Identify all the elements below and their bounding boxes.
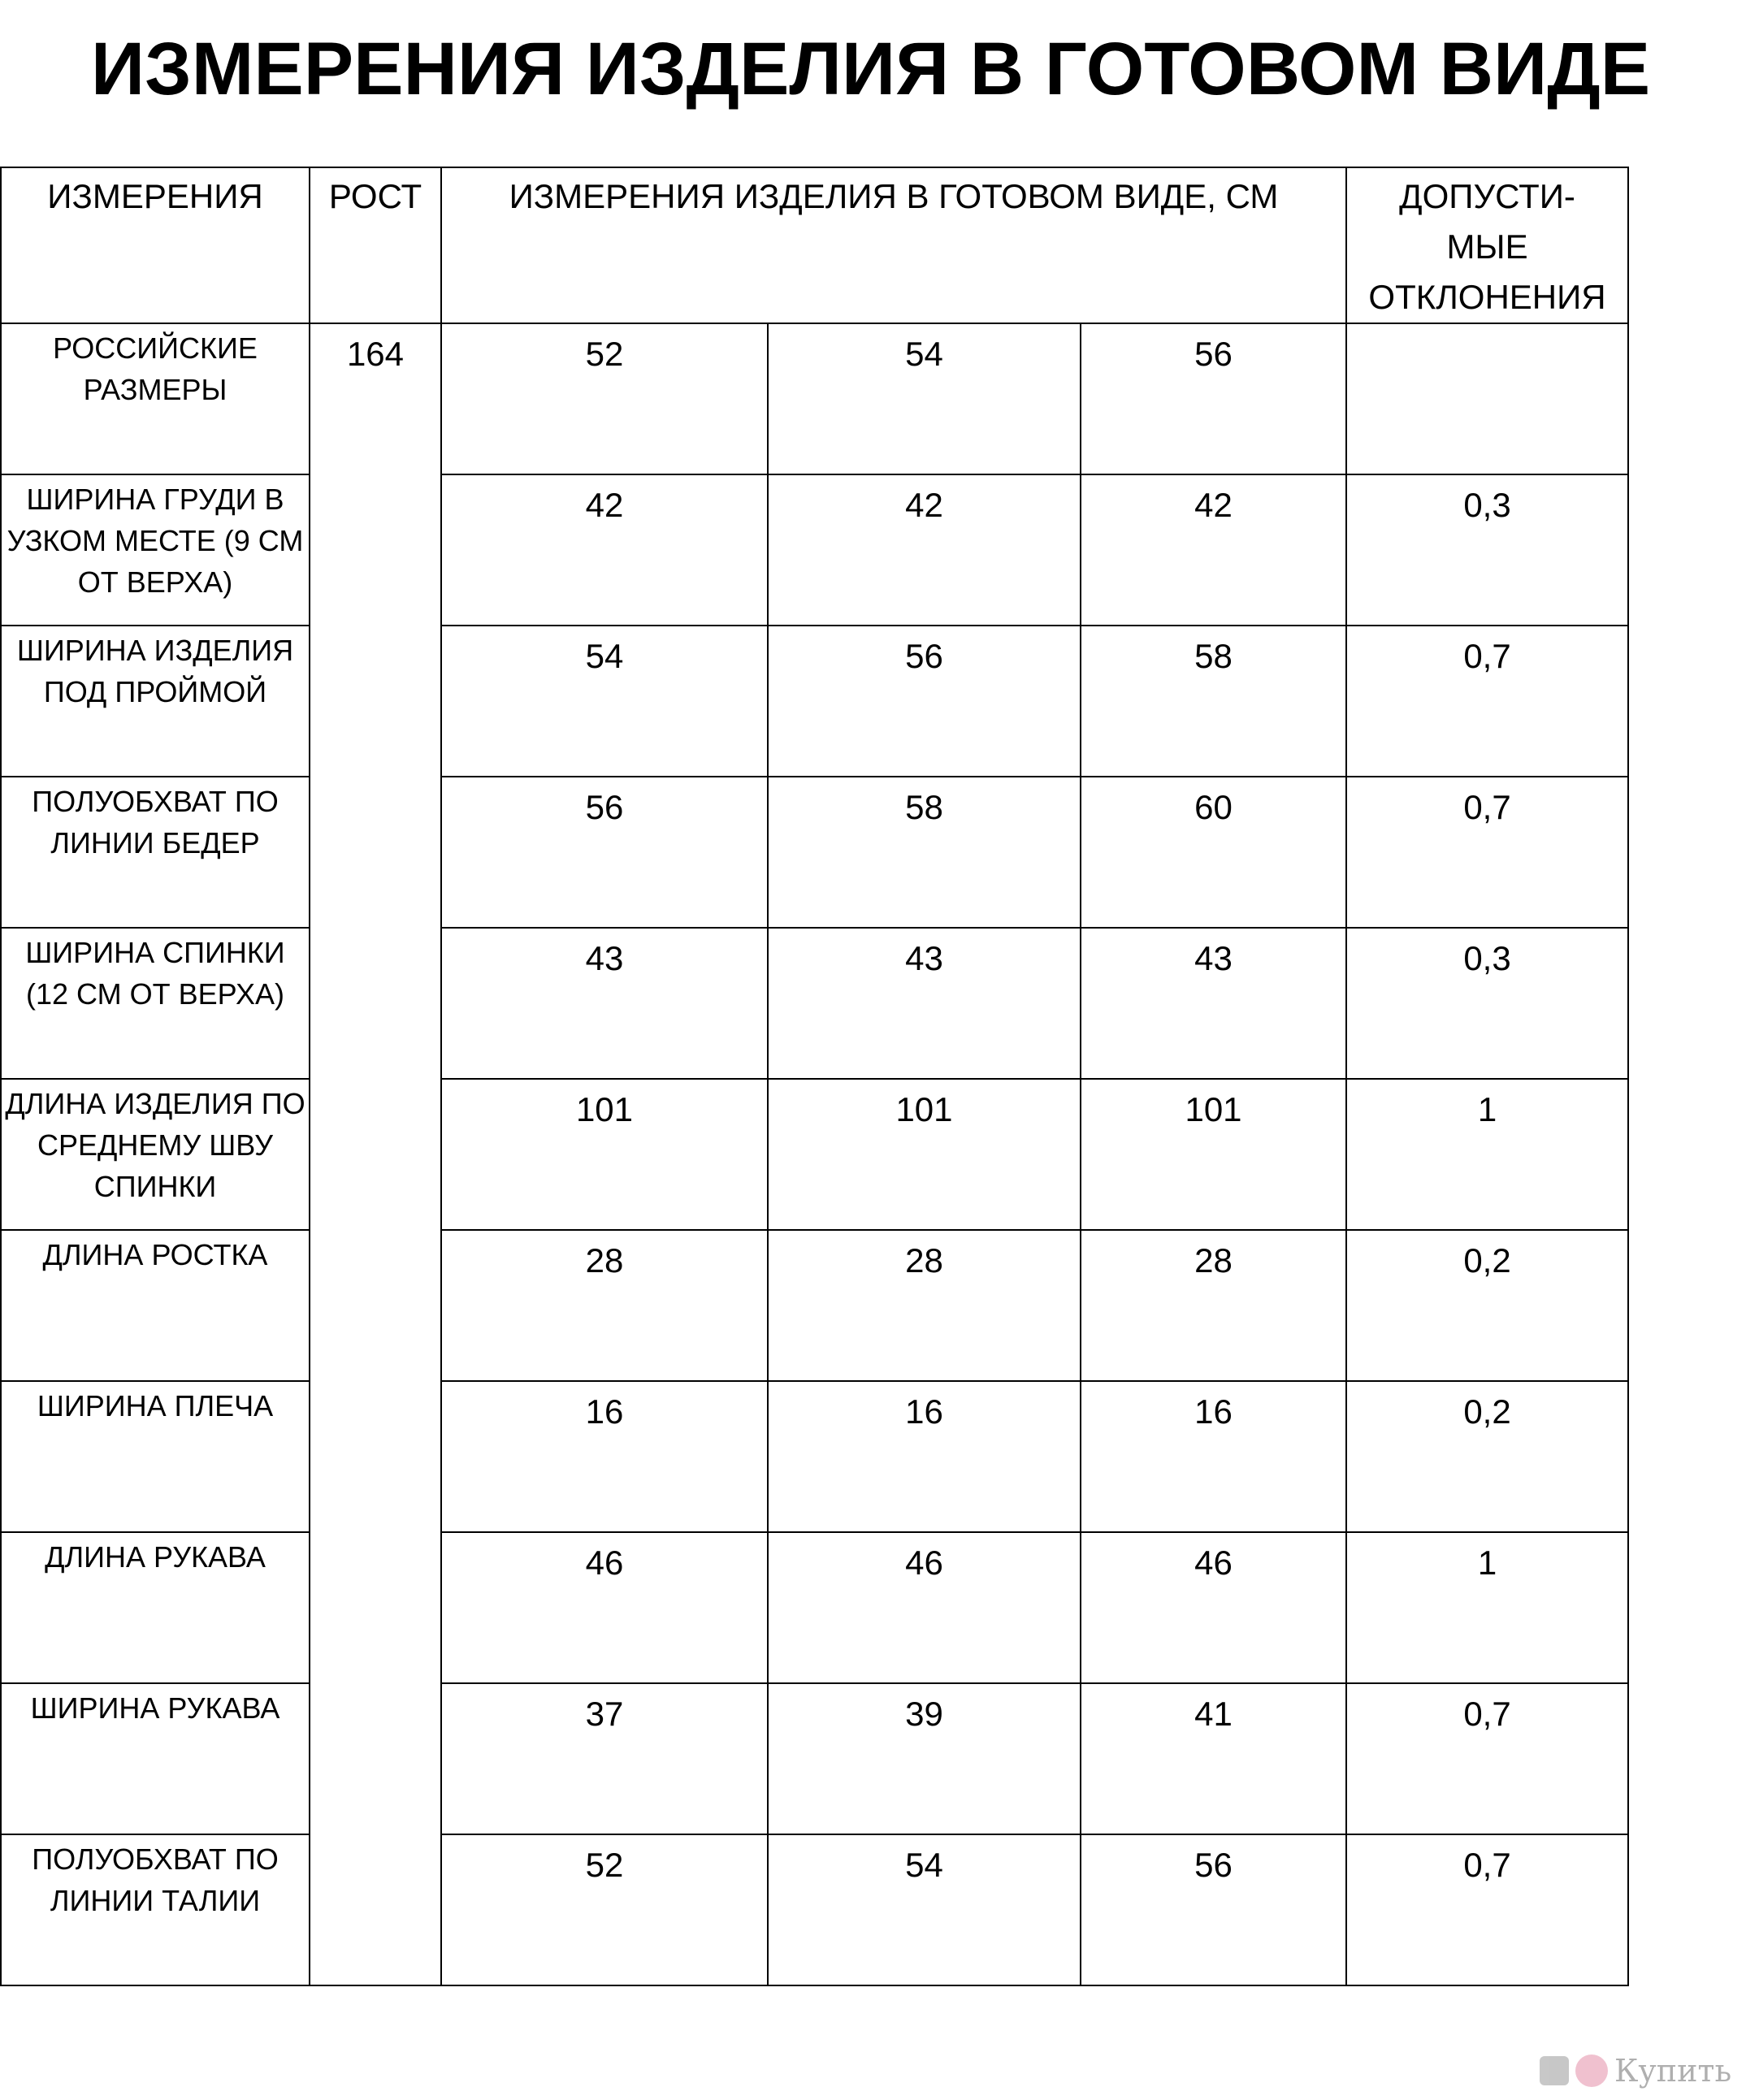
row-label: ДЛИНА РУКАВА — [1, 1532, 310, 1683]
size-value: 28 — [1081, 1230, 1346, 1381]
row-label: ШИРИНА ИЗДЕЛИЯ ПОД ПРОЙМОЙ — [1, 626, 310, 777]
tolerance-value: 0,7 — [1346, 777, 1628, 928]
tolerance-value: 0,3 — [1346, 928, 1628, 1079]
size-value: 46 — [1081, 1532, 1346, 1683]
header-finished-measurements: ИЗМЕРЕНИЯ ИЗДЕЛИЯ В ГОТОВОМ ВИДЕ, СМ — [441, 167, 1346, 323]
row-label: ПОЛУОБХВАТ ПО ЛИНИИ БЕДЕР — [1, 777, 310, 928]
page-title: ИЗМЕРЕНИЯ ИЗДЕЛИЯ В ГОТОВОМ ВИДЕ — [91, 28, 1651, 110]
size-value: 39 — [768, 1683, 1081, 1834]
row-label: ДЛИНА РОСТКА — [1, 1230, 310, 1381]
size-value: 60 — [1081, 777, 1346, 928]
size-value: 42 — [441, 474, 768, 626]
tolerance-value: 0,2 — [1346, 1381, 1628, 1532]
size-value: 54 — [768, 323, 1081, 474]
size-value: 43 — [1081, 928, 1346, 1079]
tolerance-value: 0,7 — [1346, 1683, 1628, 1834]
size-value: 16 — [768, 1381, 1081, 1532]
size-value: 43 — [768, 928, 1081, 1079]
size-value: 101 — [441, 1079, 768, 1230]
size-value: 52 — [441, 323, 768, 474]
row-label: ШИРИНА ГРУДИ В УЗКОМ МЕСТЕ (9 СМ ОТ ВЕРХА) — [1, 474, 310, 626]
tolerance-value — [1346, 323, 1628, 474]
table-row — [1, 1230, 1628, 1381]
size-value: 42 — [768, 474, 1081, 626]
size-value: 41 — [1081, 1683, 1346, 1834]
size-value: 46 — [768, 1532, 1081, 1683]
header-row — [1, 167, 1628, 323]
size-value: 56 — [1081, 1834, 1346, 1985]
table-row — [1, 928, 1628, 1079]
measurements-table — [0, 167, 1629, 1986]
size-value: 43 — [441, 928, 768, 1079]
watermark-flower-icon — [1575, 2055, 1608, 2087]
row-label: ШИРИНА ПЛЕЧА — [1, 1381, 310, 1532]
size-value: 52 — [441, 1834, 768, 1985]
size-value: 101 — [768, 1079, 1081, 1230]
header-tolerance-line3: ОТКЛОНЕНИЯ — [1368, 278, 1606, 316]
height-value: 164 — [310, 323, 441, 1985]
size-value: 56 — [441, 777, 768, 928]
size-value: 42 — [1081, 474, 1346, 626]
row-label: ПОЛУОБХВАТ ПО ЛИНИИ ТАЛИИ — [1, 1834, 310, 1985]
header-tolerance-line1: ДОПУСТИ- — [1399, 177, 1575, 215]
size-value: 37 — [441, 1683, 768, 1834]
size-value: 16 — [441, 1381, 768, 1532]
watermark-badge-icon — [1540, 2056, 1569, 2085]
table-row — [1, 1079, 1628, 1230]
size-value: 56 — [768, 626, 1081, 777]
tolerance-value: 0,7 — [1346, 626, 1628, 777]
header-tolerance — [1346, 167, 1628, 323]
tolerance-value: 1 — [1346, 1532, 1628, 1683]
watermark-text: Купить — [1614, 2053, 1732, 2089]
tolerance-value: 0,7 — [1346, 1834, 1628, 1985]
tolerance-value: 1 — [1346, 1079, 1628, 1230]
header-height: РОСТ — [310, 167, 441, 323]
row-label: ШИРИНА СПИНКИ (12 СМ ОТ ВЕРХА) — [1, 928, 310, 1079]
size-value: 54 — [441, 626, 768, 777]
size-value: 16 — [1081, 1381, 1346, 1532]
header-measurements: ИЗМЕРЕНИЯ — [1, 167, 310, 323]
table-row — [1, 1532, 1628, 1683]
tolerance-value: 0,3 — [1346, 474, 1628, 626]
header-tolerance-line2: МЫЕ — [1446, 227, 1528, 266]
table-row — [1, 777, 1628, 928]
size-value: 54 — [768, 1834, 1081, 1985]
table-row — [1, 323, 1628, 474]
table-row — [1, 1381, 1628, 1532]
size-value: 46 — [441, 1532, 768, 1683]
size-value: 101 — [1081, 1079, 1346, 1230]
row-label: ШИРИНА РУКАВА — [1, 1683, 310, 1834]
table-row — [1, 1683, 1628, 1834]
watermark-logo — [1540, 2051, 1735, 2092]
table-row — [1, 1834, 1628, 1985]
size-value: 58 — [768, 777, 1081, 928]
size-value: 28 — [768, 1230, 1081, 1381]
row-label: РОССИЙСКИЕ РАЗМЕРЫ — [1, 323, 310, 474]
table-row — [1, 474, 1628, 626]
tolerance-value: 0,2 — [1346, 1230, 1628, 1381]
size-value: 56 — [1081, 323, 1346, 474]
table-row — [1, 626, 1628, 777]
size-value: 58 — [1081, 626, 1346, 777]
size-value: 28 — [441, 1230, 768, 1381]
row-label: ДЛИНА ИЗДЕЛИЯ ПО СРЕДНЕМУ ШВУ СПИНКИ — [1, 1079, 310, 1230]
